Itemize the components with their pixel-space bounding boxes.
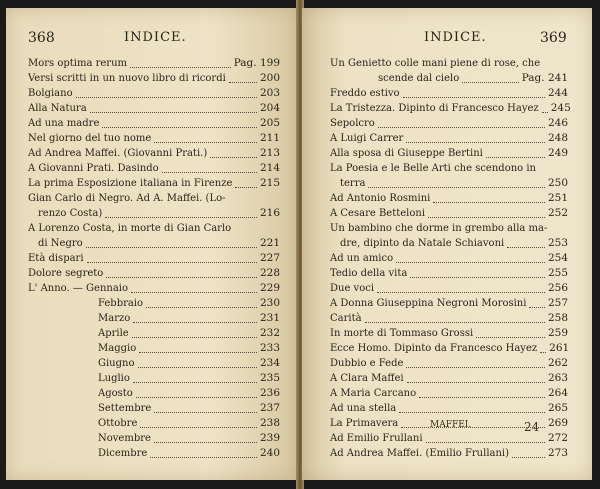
index-entry: Ad una stella 265 (330, 402, 568, 414)
index-entry: La Primavera 269 (330, 417, 568, 429)
left-page (6, 8, 298, 480)
index-entry: Dolore segreto 228 (28, 267, 280, 279)
index-entry: Sepolcro 246 (330, 117, 568, 129)
index-entry: Marzo 231 (98, 312, 280, 324)
index-entry: Un Genietto colle mani piene di rose, che (330, 58, 541, 69)
right-page (302, 8, 592, 480)
index-entry: Ad Antonio Rosmini 251 (330, 192, 568, 204)
index-entry: Settembre 237 (98, 402, 280, 414)
index-entry: Ottobre 238 (98, 417, 280, 429)
index-entry: Due voci 256 (330, 282, 568, 294)
index-entry: Carità 258 (330, 312, 568, 324)
index-entry: A Clara Maffei 263 (330, 372, 568, 384)
index-entry: Nel giorno del tuo nome 211 (28, 132, 280, 144)
index-entry: Agosto 236 (98, 387, 280, 399)
index-entry: L' Anno. — Gennaio 229 (28, 282, 280, 294)
index-entry: Gian Carlo di Negro. Ad A. Maffei. (Lo- (28, 193, 226, 204)
index-entry: Versi scritti in un nuovo libro di ricordi 200 (28, 72, 280, 84)
index-entry: La prima Esposizione italiana in Firenze 215 (28, 177, 280, 189)
index-entry: terra 250 (340, 177, 568, 189)
index-entry: Bolgiano 203 (28, 87, 280, 99)
index-entry: di Negro 221 (38, 237, 280, 249)
index-entry: A Luigi Carrer 248 (330, 132, 568, 144)
index-entry: Dubbio e Fede 262 (330, 357, 568, 369)
index-entry: La Poesia e le Belle Arti che scendono in (330, 163, 536, 174)
index-entry: Giugno 234 (98, 357, 280, 369)
index-entry: La Tristezza. Dipinto di Francesco Hayez 245 (330, 102, 571, 114)
index-entry: A Cesare Betteloni 252 (330, 207, 568, 219)
left-page-number: 368 (28, 30, 55, 46)
index-entry: Febbraio 230 (98, 297, 280, 309)
index-entry: In morte di Tommaso Grossi 259 (330, 327, 568, 339)
index-entry: Ad Emilio Frullani 272 (330, 432, 568, 444)
index-entry: A Maria Carcano 264 (330, 387, 568, 399)
index-entry: Dicembre 240 (98, 447, 280, 459)
index-entry: Tedio della vita 255 (330, 267, 568, 279)
right-heading: INDICE. (424, 30, 487, 45)
gathering-number: 24 (524, 420, 540, 434)
index-entry: Freddo estivo 244 (330, 87, 568, 99)
index-entry: Novembre 239 (98, 432, 280, 444)
index-entry: A Donna Giuseppina Negroni Morosini 257 (330, 297, 568, 309)
index-entry: Ecce Homo. Dipinto da Francesco Hayez 261 (330, 342, 570, 354)
index-entry: Maggio 233 (98, 342, 280, 354)
index-entry: A Lorenzo Costa, in morte di Gian Carlo (28, 223, 232, 234)
right-page-number: 369 (540, 30, 567, 46)
index-entry: scende dal cielo Pag. 241 (378, 72, 568, 84)
index-entry: Ad una madre 205 (28, 117, 280, 129)
index-entry: Un bambino che dorme in grembo alla ma- (330, 223, 548, 234)
index-entry: Ad Andrea Maffei. (Giovanni Prati.) 213 (28, 147, 280, 159)
index-entry: A Giovanni Prati. Dasindo 214 (28, 162, 280, 174)
index-entry: Luglio 235 (98, 372, 280, 384)
index-entry: Ad Andrea Maffei. (Emilio Frullani) 273 (330, 447, 568, 459)
left-index-list (28, 56, 280, 461)
footer-signature-label: MAFFEI. (430, 420, 472, 430)
index-entry: Ad un amico 254 (330, 252, 568, 264)
right-index-list (330, 56, 571, 461)
index-entry: Mors optima rerum Pag. 199 (28, 57, 280, 69)
index-entry: renzo Costa) 216 (38, 207, 280, 219)
index-entry: Alla Natura 204 (28, 102, 280, 114)
index-entry: Alla sposa di Giuseppe Bertini 249 (330, 147, 568, 159)
index-entry: dre, dipinto da Natale Schiavoni 253 (340, 237, 568, 249)
index-entry: Età dispari 227 (28, 252, 280, 264)
index-entry: Aprile 232 (98, 327, 280, 339)
left-heading: INDICE. (124, 30, 187, 45)
